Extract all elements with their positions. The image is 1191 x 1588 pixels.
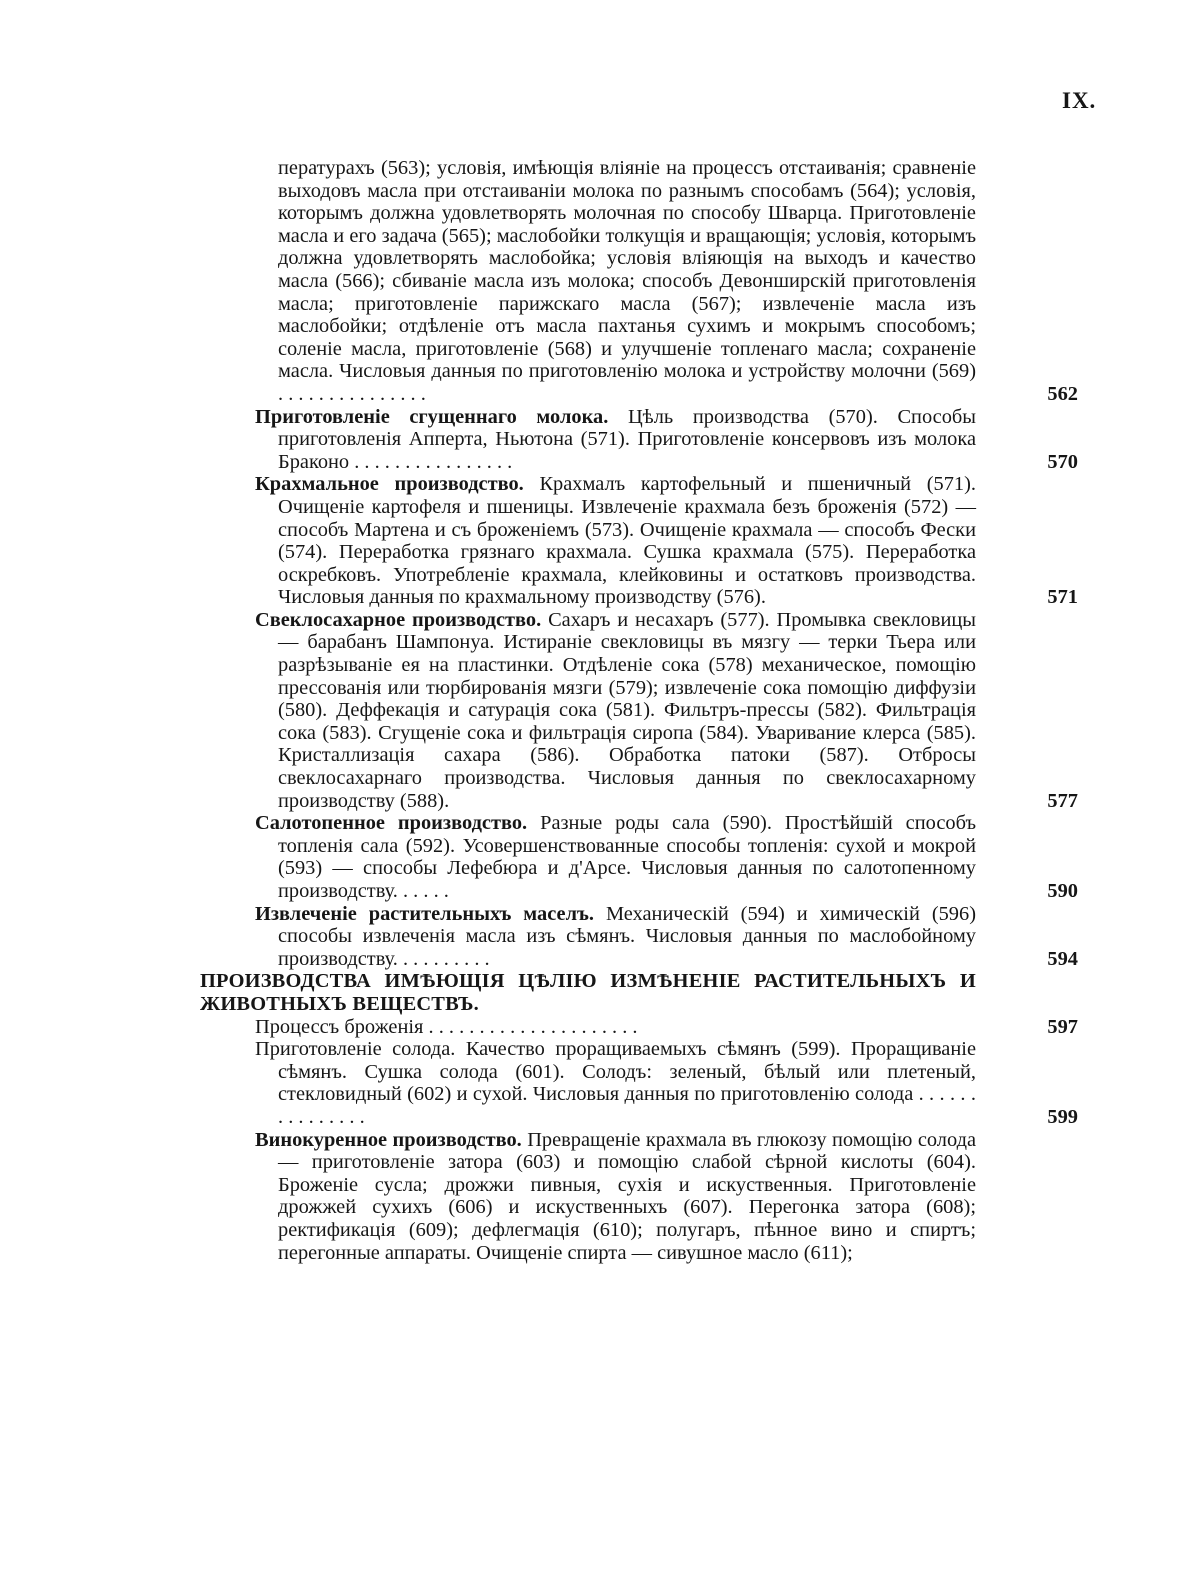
page-number: 597 <box>1047 1015 1078 1038</box>
entry-title: Извлеченіе растительныхъ маселъ. <box>255 902 594 925</box>
page-number: 590 <box>1047 880 1078 902</box>
entry-title: Свеклосахарное производство. <box>255 608 542 631</box>
entry-title: Салотопенное производство. <box>255 812 528 835</box>
table-of-contents <box>200 157 1100 1264</box>
entry-text: Превращеніе крахмала въ глюкозу помощію солода — приготовленіе затора (603) и помощію слабой сѣрной кислоты (604). Броженіе сусла; дрожжи пивныя, сухія и искуственныя. Приготовленіе дрожжей сухихъ (606) и искуственныхъ (607). Перегонка затора (608); ректификація (609); дефлегмація (610); полугаръ, пѣнное вино и спиртъ; перегонные аппараты. Очищеніе спирта — сивушное масло (611); <box>278 1128 977 1264</box>
toc-entry <box>200 406 1100 474</box>
entry-text: Цѣль производства (570). Способы приготовленія Апперта, Ньютона (571). Приготовленіе консервовъ изъ молока Браконо . . . . . . . . . . . . . . . . <box>278 405 976 473</box>
entry-text: Сахаръ и несахаръ (577). Промывка свекловицы — барабанъ Шампонуа. Истираніе свекловицы въ мязгу — терки Тьера или разрѣзываніе ея на пластинки. Отдѣленіе сока (578) механическое, помощію прессованія или тюрбированія мязги (579); извлеченіе сока помощію диффузіи (580). Деффекація и сатурація сока (581). Фильтръ-прессы (582). Фильтрація сока (583). Сгущеніе сока и фильтрація сиропа (584). Уваривание клерса (585). Кристаллизація сахара (586). Обработка патоки (587). Отбросы свеклосахарнаго производства. Числовыя данныя по свеклосахарному производству (588). <box>278 608 976 812</box>
entry-text: Приготовленіе солода. Качество проращиваемыхъ сѣмянъ (599). Проращиваніе сѣмянъ. Сушка солода (601). Солодъ: зеленый, бѣлый или плетеный, стекловидный (602) и сухой. Числовыя данныя по приготовленію солода . . . . . . . . . . . . . . . <box>255 1038 976 1128</box>
entry-text: Разные роды сала (590). Простѣйшій способъ топленія сала (592). Усовершенствованные способы топленія: сухой и мокрой (593) — способы Лефебюра и д'Арсе. Числовыя данныя по салотопенному производству. . . . . . <box>278 812 976 902</box>
toc-entry <box>200 609 1100 812</box>
page-number: 594 <box>1047 947 1078 970</box>
entry-text: пературахъ (563); условія, имѣющія вліяніе на процессъ отстаиванія; сравненіе выходовъ масла при отстаиваніи молока по разнымъ способамъ (564); условія, которымъ должна удовлетворять молочная по способу Шварца. Приготовленіе масла и его задача (565); маслобойки толкущія и вращающія; условія, которымъ должна удовлетворять маслобойка; условія вліяющія на выходъ и качество масла (566); сбиваніе масла изъ молока; способъ Девонширскій приготовленія масла; приготовленіе парижскаго масла (567); извлеченіе масла изъ маслобойки; отдѣленіе отъ масла пахтанья сухимъ и мокрымъ способомъ; соленіе масла, приготовленіе (568) и улучшеніе топленаго масла; сохраненіе масла. Числовыя данныя по приготовленію молока и устройству молочни (569) . . . . . . . . . . . . . . . <box>278 157 976 405</box>
toc-entry <box>200 1129 1100 1265</box>
entry-text: Механическій (594) и химическій (596) способы извлеченія масла изъ сѣмянъ. Числовыя данныя по маслобойному производству. . . . . . . . . . <box>278 902 976 970</box>
entry-text: Крахмалъ картофельный и пшеничный (571). Очищеніе картофеля и пшеницы. Извлеченіе крахмала безъ броженія (572) — способъ Мартена и съ броженіемъ (573). Очищеніе крахмала — способъ Фески (574). Переработка грязнаго крахмала. Сушка крахмала (575). Переработка оскребковъ. Употребленіе крахмала, клейковины и остатковъ производства. Числовыя данныя по крахмальному производству (576). <box>278 473 976 609</box>
toc-entry <box>200 812 1100 902</box>
page-folio: IX. <box>1062 88 1097 113</box>
toc-entry <box>200 903 1100 971</box>
entry-title: Приготовленіе сгущеннаго молока. <box>255 405 609 428</box>
page-number: 599 <box>1047 1105 1078 1128</box>
toc-entry <box>200 157 1100 406</box>
page-number: 571 <box>1047 586 1078 609</box>
entry-title: Крахмальное производство. <box>255 473 524 496</box>
toc-entry <box>200 1038 1100 1128</box>
toc-entry <box>200 1016 1100 1039</box>
toc-entry <box>200 473 1100 609</box>
page-number: 577 <box>1047 789 1078 812</box>
page-number: 562 <box>1047 382 1078 405</box>
page-number: 570 <box>1047 450 1078 473</box>
section-heading: ПРОИЗВОДСТВА ИМѢЮЩІЯ ЦѢЛІЮ ИЗМѢНЕНІЕ РАСТИТЕЛЬНЫХЪ И ЖИВОТНЫХЪ ВЕЩЕСТВЪ. <box>200 970 976 1015</box>
entry-text: Процессъ броженія . . . . . . . . . . . . . . . . . . . . . <box>255 1015 638 1038</box>
entry-title: Винокуренное производство. <box>255 1128 522 1151</box>
